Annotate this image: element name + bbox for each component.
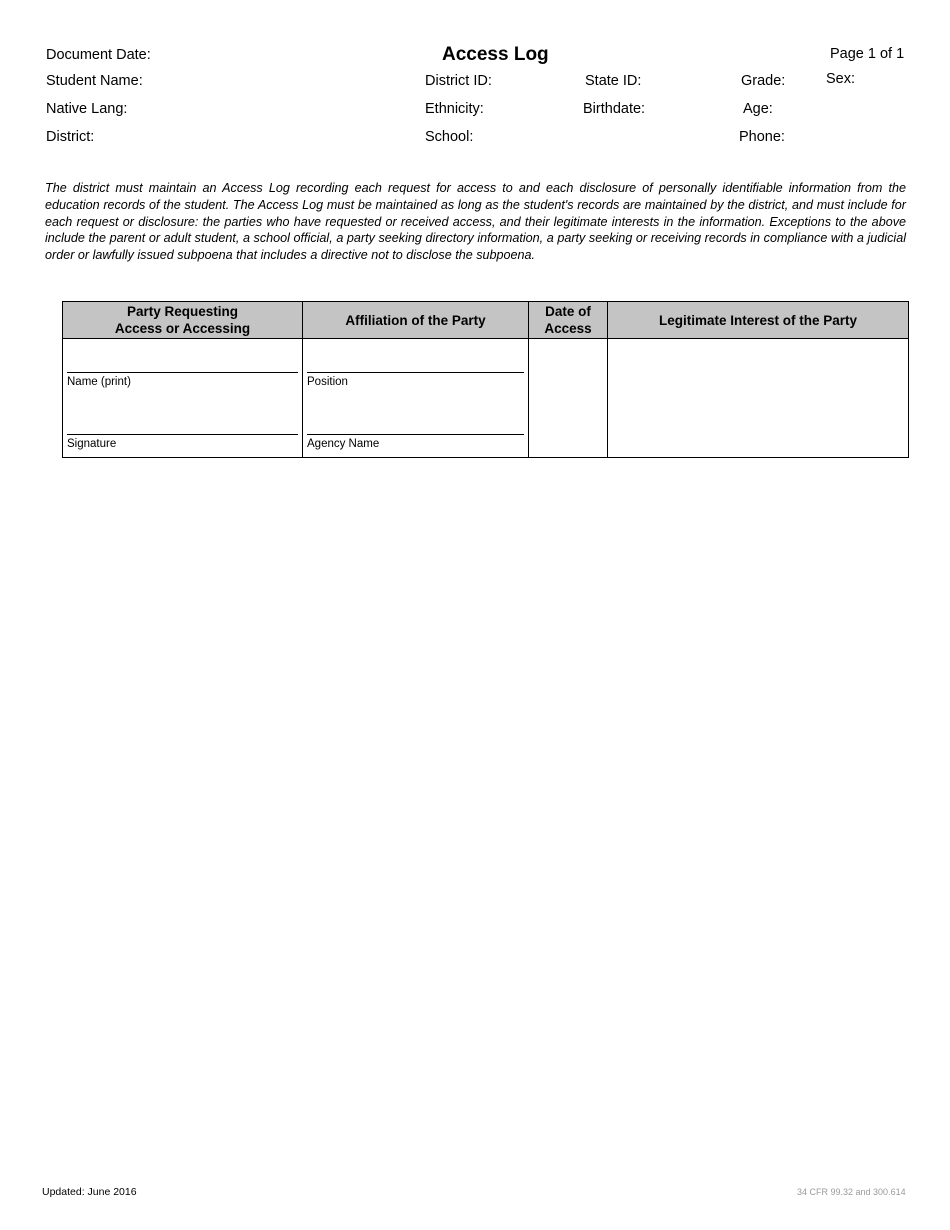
ethnicity-label: Ethnicity: [425, 101, 484, 117]
native-lang-label: Native Lang: [46, 101, 128, 117]
table-header-row [63, 302, 909, 339]
agency-name-line [307, 434, 524, 435]
col-party-requesting [63, 302, 303, 339]
party-cell[interactable] [63, 339, 303, 458]
district-id-label: District ID: [425, 73, 492, 89]
phone-label: Phone: [739, 129, 785, 145]
name-print-line [67, 372, 298, 373]
col-party-requesting-line1: Party Requesting [126, 304, 239, 319]
table-row [63, 339, 909, 458]
sex-label: Sex: [826, 71, 856, 87]
col-legitimate-interest: Legitimate Interest of the Party [608, 302, 909, 339]
birthdate-label: Birthdate: [583, 101, 646, 117]
col-date-line2: Access [544, 321, 592, 336]
affiliation-cell[interactable] [303, 339, 529, 458]
date-of-access-cell[interactable] [529, 339, 608, 458]
signature-line [67, 434, 298, 435]
legitimate-interest-cell[interactable] [608, 339, 909, 458]
school-label: School: [425, 129, 474, 145]
age-label: Age: [743, 101, 773, 117]
cfr-citation: 34 CFR 99.32 and 300.614 [797, 1187, 906, 1197]
position-line [307, 372, 524, 373]
document-date-label: Document Date: [46, 47, 151, 63]
col-date-of-access [529, 302, 608, 339]
page-number: Page 1 of 1 [830, 46, 905, 62]
access-log-notice: The district must maintain an Access Log recording each request for access to and each disclosure of personally identifiable information from the education records of the student. The Access Log must be maintained as long as the student's records are maintained by the district, and must include for each request or disclosure: the parties who have requested or received access, and their legitimate interests in the information. Exceptions to the above include the parent or adult student, a school official, a party seeking directory information, a party seeking or receiving records in compliance with a judicial order or lawfully issued subpoena that includes a directive not to disclose the subpoena. [45, 181, 906, 263]
col-affiliation: Affiliation of the Party [303, 302, 529, 339]
name-print-label: Name (print) [67, 376, 131, 388]
updated-date: Updated: June 2016 [42, 1186, 137, 1198]
student-name-label: Student Name: [46, 73, 143, 89]
col-party-requesting-line2: Access or Accessing [114, 321, 251, 336]
district-label: District: [46, 129, 95, 145]
signature-label: Signature [67, 438, 117, 450]
page-title: Access Log [442, 44, 549, 65]
position-label: Position [307, 376, 348, 388]
state-id-label: State ID: [585, 73, 642, 89]
access-log-table [62, 301, 909, 458]
grade-label: Grade: [741, 73, 786, 89]
col-date-line1: Date of [545, 304, 591, 319]
agency-name-label: Agency Name [307, 438, 380, 450]
